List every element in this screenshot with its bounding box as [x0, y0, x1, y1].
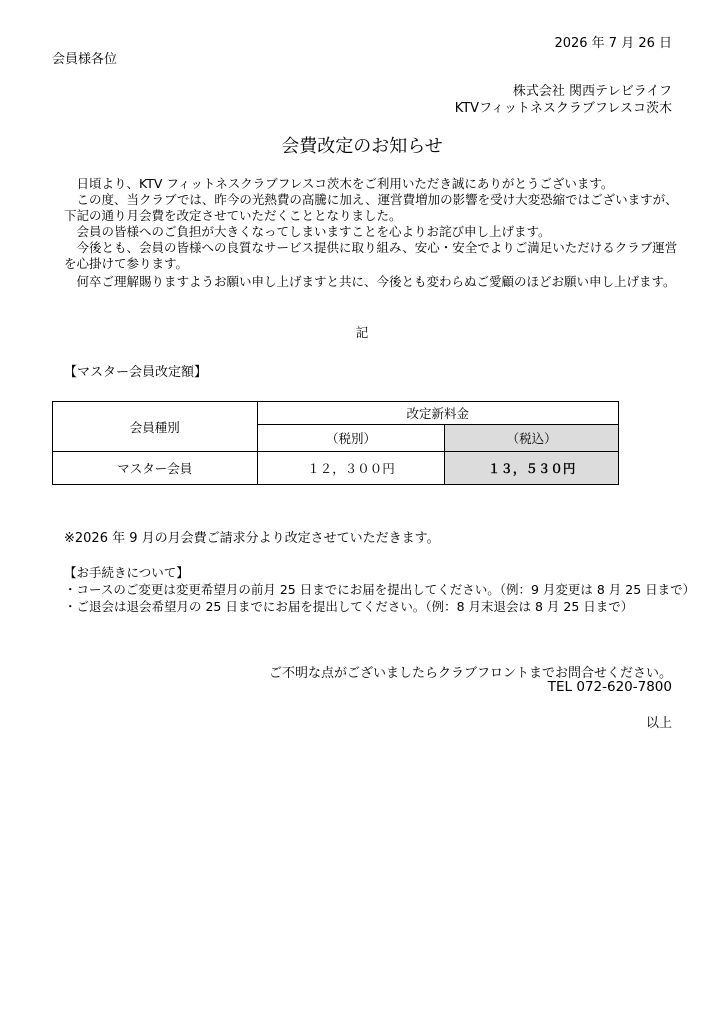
row-member-type: マスター会員: [53, 452, 258, 485]
section-heading: 【マスター会員改定額】: [64, 365, 208, 380]
header-tax-excluded: （税別）: [257, 425, 445, 452]
procedure-item: ・ご退会は退会希望月の 25 日までにお届を提出してください。（例：8 月末退会は 8 月 25 日まで）: [64, 599, 634, 614]
procedure-heading: 【お手続きについて】: [64, 565, 189, 580]
contact-text: ご不明な点がございましたらクラブフロントまでお問合せください。: [268, 666, 672, 681]
body-line: 今後とも、会員の皆様への良質なサービス提供に取り組み、安心・安全でよりご満足いただけるクラブ運営: [64, 240, 678, 255]
body-line: この度、当クラブでは、昨今の光熱費の高騰に加え、運営費増加の影響を受け大変恐縮ではございますが、: [64, 192, 678, 207]
body-line: 日頃より、KTV フィットネスクラブフレスコ茨木をご利用いただき誠にありがとうございます。: [64, 176, 614, 191]
header-new-fee: 改定新料金: [257, 402, 618, 425]
company-name: 株式会社 関西テレビライフ: [512, 84, 672, 99]
page-title: 会費改定のお知らせ: [281, 136, 443, 157]
body-line: 会員の皆様へのご負担が大きくなってしまいますことを心よりお詫び申し上げます。: [64, 224, 551, 239]
club-name: KTVフィットネスクラブフレスコ茨木: [454, 101, 672, 116]
row-fee-tax-included: １３，５３０円: [445, 452, 619, 485]
revision-note: ※2026 年 9 月の月会費ご請求分より改定させていただきます。: [64, 531, 440, 546]
closing-mark: 以上: [645, 716, 672, 731]
header-member-type: 会員種別: [53, 402, 258, 452]
procedure-item: ・コースのご変更は変更希望月の前月 25 日までにお届を提出してください。（例：9 月変更は 8 月 25 日まで）: [64, 582, 696, 597]
body-line: 何卒ご理解賜りますようお願い申し上げますと共に、今後とも変わらぬご愛顧のほどお願い申し上げます。: [64, 274, 676, 289]
row-fee-tax-excluded: １２，３００円: [257, 452, 445, 485]
recipient: 会員様各位: [52, 52, 118, 67]
header-tax-included: （税込）: [445, 425, 619, 452]
fee-table: [52, 401, 619, 485]
document-date: 2026 年 7 月 26 日: [554, 36, 672, 51]
telephone: TEL 072-620-7800: [547, 679, 672, 695]
body-line: を心掛けて参ります。: [64, 256, 189, 271]
body-line: 下記の通り月会費を改定させていただくこととなりました。: [64, 208, 402, 223]
ki-marker: 記: [355, 325, 369, 340]
